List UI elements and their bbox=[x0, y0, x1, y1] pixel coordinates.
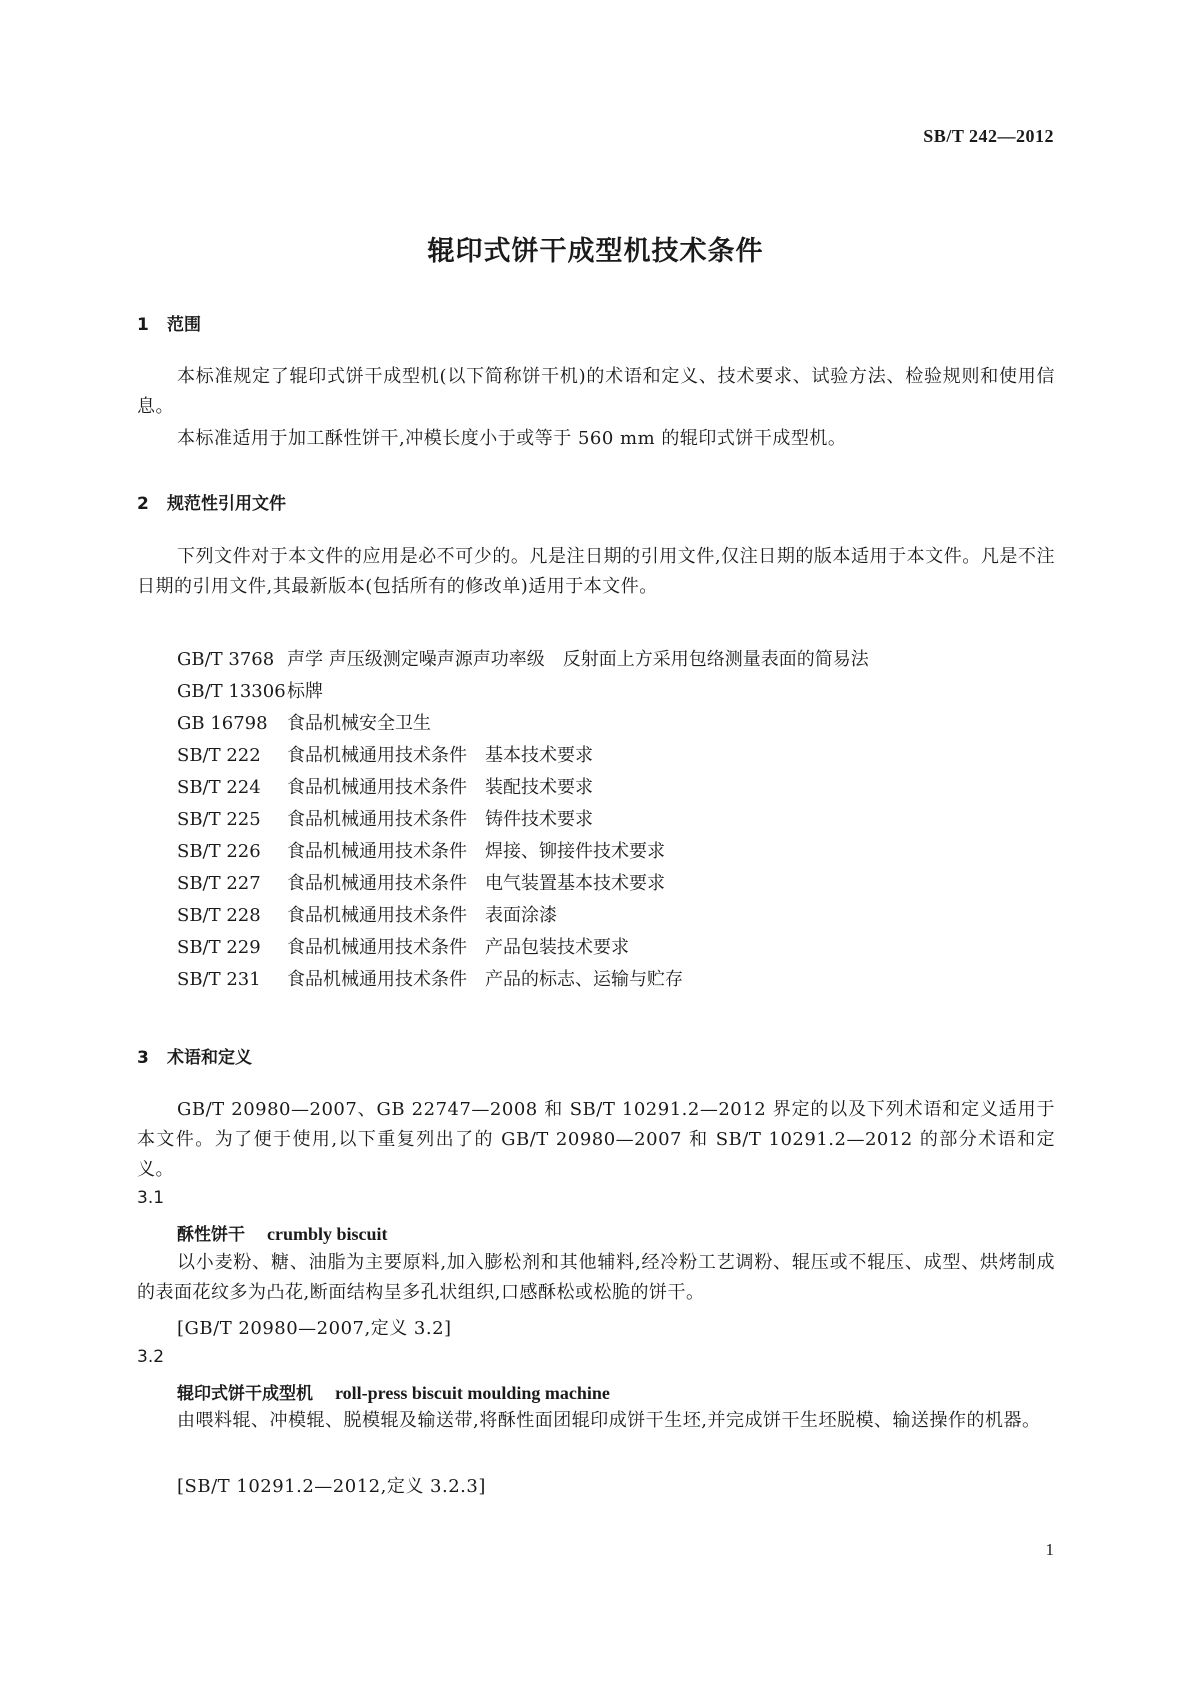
references-intro-paragraph: 下列文件对于本文件的应用是必不可少的。凡是注日期的引用文件,仅注日期的版本适用于本文件。凡是不注日期的引用文件,其最新版本(包括所有的修改单)适用于本文件。 bbox=[137, 546, 1055, 597]
reference-title: 标牌 bbox=[287, 681, 323, 702]
section-title: 术语和定义 bbox=[167, 1048, 252, 1068]
reference-code: SB/T 227 bbox=[177, 873, 261, 894]
reference-code: SB/T 225 bbox=[177, 809, 261, 830]
reference-code: GB/T 13306 bbox=[177, 681, 286, 702]
section-number: 3 bbox=[137, 1048, 149, 1068]
reference-item bbox=[177, 708, 869, 740]
reference-item bbox=[177, 836, 869, 868]
scope-paragraph-1: 本标准规定了辊印式饼干成型机(以下简称饼干机)的术语和定义、技术要求、试验方法、检验规则和使用信息。 bbox=[137, 366, 1055, 417]
section-heading-normative-references bbox=[137, 489, 286, 514]
term-definition: 由喂料辊、冲模辊、脱模辊及输送带,将酥性面团辊印成饼干生坯,并完成饼干生坯脱模、输送操作的机器。 bbox=[177, 1410, 1041, 1431]
reference-title: 食品机械通用技术条件 基本技术要求 bbox=[287, 745, 593, 766]
reference-item bbox=[177, 964, 869, 996]
term-entry bbox=[177, 1220, 388, 1245]
scope-paragraph-2: 本标准适用于加工酥性饼干,冲模长度小于或等于 560 mm 的辊印式饼干成型机。 bbox=[177, 428, 847, 449]
reference-item bbox=[177, 772, 869, 804]
reference-title: 食品机械通用技术条件 产品的标志、运输与贮存 bbox=[287, 969, 683, 990]
reference-code: SB/T 228 bbox=[177, 905, 261, 926]
term-entry bbox=[177, 1379, 610, 1404]
term-definition: 以小麦粉、糖、油脂为主要原料,加入膨松剂和其他辅料,经冷粉工艺调粉、辊压或不辊压、成型、烘烤制成的表面花纹多为凸花,断面结构呈多孔状组织,口感酥松或松脆的饼干。 bbox=[137, 1252, 1055, 1303]
document-title: 辊印式饼干成型机技术条件 bbox=[427, 236, 764, 267]
page-number: 1 bbox=[1045, 1540, 1054, 1559]
terms-intro-paragraph: GB/T 20980—2007、GB 22747—2008 和 SB/T 10291.2—2012 界定的以及下列术语和定义适用于本文件。为了便于使用,以下重复列出了的 GB/T 20980—2007 和 SB/T 10291.2—2012 的部分术语和定义。 bbox=[137, 1099, 1055, 1180]
reference-item bbox=[177, 740, 869, 772]
reference-code: GB 16798 bbox=[177, 713, 268, 734]
reference-title: 食品机械通用技术条件 装配技术要求 bbox=[287, 777, 593, 798]
reference-code: SB/T 224 bbox=[177, 777, 261, 798]
reference-title: 食品机械通用技术条件 焊接、铆接件技术要求 bbox=[287, 841, 665, 862]
clause-number: 3.1 bbox=[137, 1188, 165, 1208]
reference-code: SB/T 231 bbox=[177, 969, 261, 990]
reference-title: 食品机械通用技术条件 电气装置基本技术要求 bbox=[287, 873, 665, 894]
term-chinese: 辊印式饼干成型机 bbox=[177, 1384, 313, 1404]
section-number: 1 bbox=[137, 315, 149, 335]
reference-item bbox=[177, 932, 869, 964]
section-heading-terms-definitions bbox=[137, 1043, 252, 1068]
reference-title: 食品机械安全卫生 bbox=[287, 713, 431, 734]
term-english: roll-press biscuit moulding machine bbox=[335, 1383, 610, 1403]
clause-number: 3.2 bbox=[137, 1347, 165, 1367]
reference-code: SB/T 229 bbox=[177, 937, 261, 958]
reference-code: SB/T 222 bbox=[177, 745, 261, 766]
section-title: 规范性引用文件 bbox=[167, 494, 286, 514]
section-title: 范围 bbox=[167, 315, 201, 335]
reference-item bbox=[177, 676, 869, 708]
term-chinese: 酥性饼干 bbox=[177, 1225, 245, 1245]
reference-code: SB/T 226 bbox=[177, 841, 261, 862]
reference-title: 食品机械通用技术条件 表面涂漆 bbox=[287, 905, 557, 926]
section-number: 2 bbox=[137, 494, 149, 514]
reference-code: GB/T 3768 bbox=[177, 649, 275, 670]
reference-item bbox=[177, 644, 869, 676]
reference-title: 声学 声压级测定噪声源声功率级 反射面上方采用包络测量表面的简易法 bbox=[287, 649, 869, 670]
reference-item bbox=[177, 868, 869, 900]
term-source: [SB/T 10291.2—2012,定义 3.2.3] bbox=[177, 1476, 486, 1497]
reference-title: 食品机械通用技术条件 铸件技术要求 bbox=[287, 809, 593, 830]
section-heading-scope bbox=[137, 310, 201, 335]
term-english: crumbly biscuit bbox=[267, 1224, 388, 1244]
reference-item bbox=[177, 900, 869, 932]
reference-title: 食品机械通用技术条件 产品包装技术要求 bbox=[287, 937, 629, 958]
reference-list bbox=[177, 644, 869, 996]
reference-item bbox=[177, 804, 869, 836]
term-source: [GB/T 20980—2007,定义 3.2] bbox=[177, 1318, 452, 1339]
standard-number: SB/T 242—2012 bbox=[923, 126, 1054, 146]
